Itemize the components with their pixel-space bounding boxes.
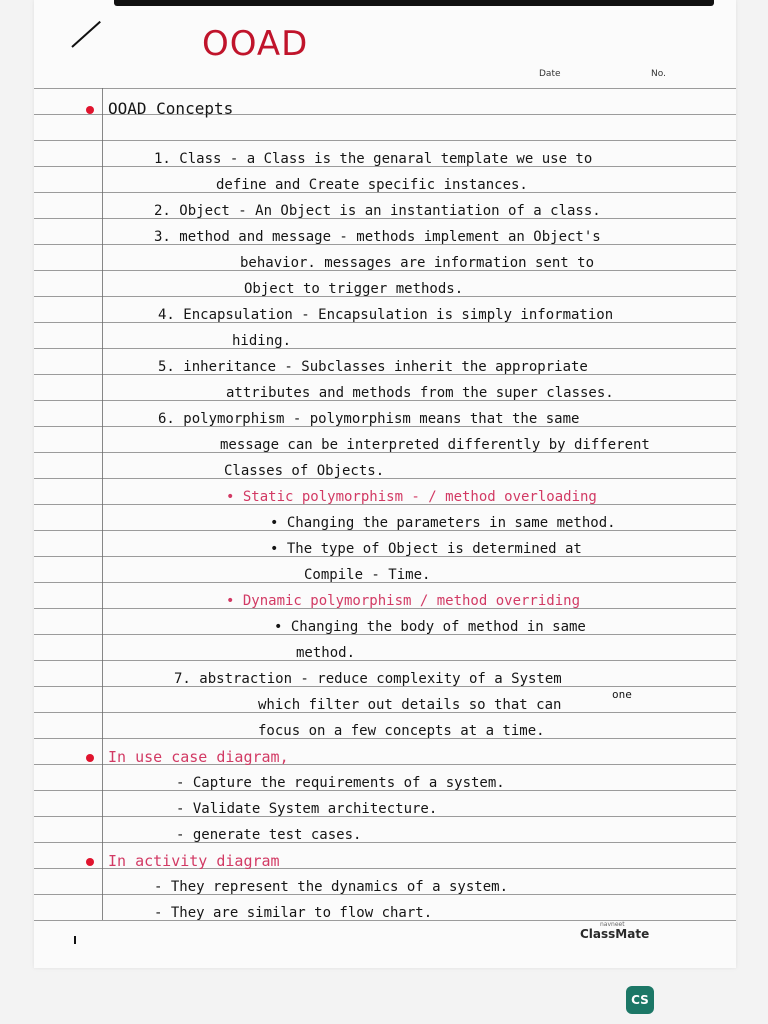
section-heading: OOAD Concepts bbox=[108, 99, 234, 118]
notebook-binding bbox=[114, 0, 714, 6]
pen-mark bbox=[74, 936, 76, 944]
number-label: No. bbox=[651, 69, 666, 79]
note-line: 1. Class - a Class is the genaral template we use to bbox=[154, 151, 593, 167]
brand-subtext: navneet bbox=[600, 921, 625, 928]
date-label: Date bbox=[539, 69, 561, 79]
note-line: Object to trigger methods. bbox=[244, 281, 464, 297]
ruled-line bbox=[34, 478, 736, 479]
check-mark bbox=[71, 21, 101, 48]
camscanner-badge: CS bbox=[626, 986, 654, 1014]
section-heading: In use case diagram, bbox=[108, 748, 289, 766]
note-line: - They represent the dynamics of a system. bbox=[154, 879, 509, 895]
note-line: - Validate System architecture. bbox=[176, 801, 438, 817]
note-line: • Changing the parameters in same method. bbox=[270, 515, 616, 531]
classmate-logo: ClassMate bbox=[580, 927, 650, 941]
note-line: method. bbox=[296, 645, 356, 661]
note-line: 5. inheritance - Subclasses inherit the appropriate bbox=[158, 359, 588, 375]
note-line: 3. method and message - methods implement an Object's bbox=[154, 229, 601, 245]
page-title: OOAD bbox=[202, 24, 309, 64]
note-line: hiding. bbox=[232, 333, 292, 349]
note-line: • The type of Object is determined at bbox=[270, 541, 582, 557]
section-heading: In activity diagram bbox=[108, 852, 280, 870]
ruled-line bbox=[34, 660, 736, 661]
note-line: 6. polymorphism - polymorphism means that the same bbox=[158, 411, 580, 427]
note-line: - They are similar to flow chart. bbox=[154, 905, 433, 921]
margin-line bbox=[102, 88, 103, 920]
note-line: Classes of Objects. bbox=[224, 463, 385, 479]
note-line: define and Create specific instances. bbox=[216, 177, 528, 193]
note-line-red: • Static polymorphism - / method overloading bbox=[226, 489, 597, 505]
note-line: message can be interpreted differently by different bbox=[220, 437, 650, 453]
red-bullet-icon bbox=[86, 858, 94, 866]
note-line: - Capture the requirements of a system. bbox=[176, 775, 505, 791]
note-line: attributes and methods from the super classes. bbox=[226, 385, 614, 401]
red-bullet-icon bbox=[86, 106, 94, 114]
note-line: 7. abstraction - reduce complexity of a System bbox=[174, 671, 562, 687]
notebook-page bbox=[34, 0, 736, 968]
note-line-red: • Dynamic polymorphism / method overriding bbox=[226, 593, 581, 609]
note-line: 4. Encapsulation - Encapsulation is simply information bbox=[158, 307, 614, 323]
note-line: • Changing the body of method in same bbox=[274, 619, 586, 635]
note-line: - generate test cases. bbox=[176, 827, 362, 843]
note-line: behavior. messages are information sent to bbox=[240, 255, 595, 271]
ruled-line bbox=[34, 842, 736, 843]
note-line: 2. Object - An Object is an instantiation of a class. bbox=[154, 203, 601, 219]
ruled-line bbox=[34, 88, 736, 89]
note-insert: one bbox=[612, 688, 632, 701]
note-line: Compile - Time. bbox=[304, 567, 431, 583]
red-bullet-icon bbox=[86, 754, 94, 762]
note-line: which filter out details so that can bbox=[258, 697, 562, 713]
note-line: focus on a few concepts at a time. bbox=[258, 723, 545, 739]
ruled-line bbox=[34, 140, 736, 141]
ruled-line bbox=[34, 348, 736, 349]
